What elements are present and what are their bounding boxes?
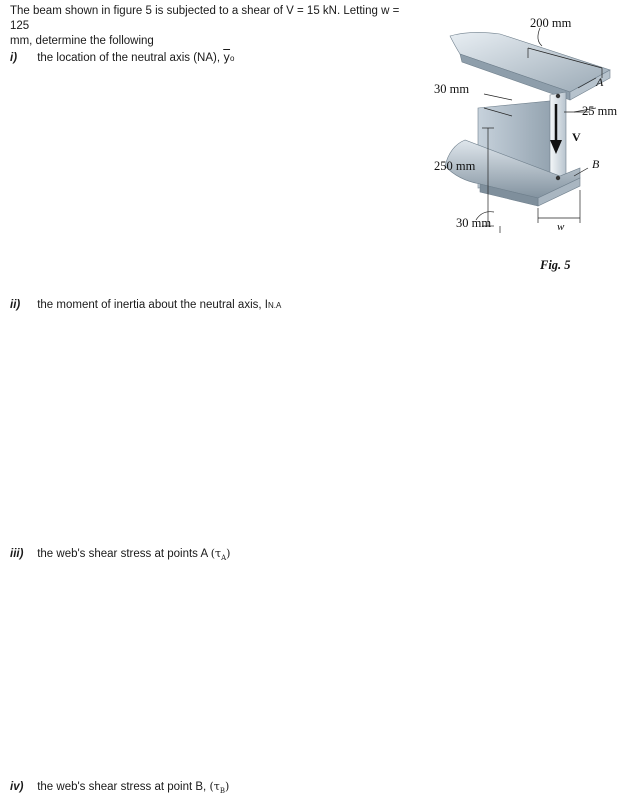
dim-label-30-bottom: 30 mm (456, 216, 492, 230)
question-iv (10, 779, 229, 799)
point-b-label: B (592, 157, 600, 171)
problem-statement (10, 4, 410, 49)
question-iii (10, 546, 230, 566)
tau-b-symbol: $(\tau_B)$ (209, 780, 230, 796)
dim-label-200: 200 mm (530, 16, 572, 30)
point-a-marker (556, 94, 560, 98)
question-ii (10, 298, 281, 313)
question-number: iv) (10, 781, 24, 793)
tau-a-symbol: $(\tau_A)$ (210, 547, 231, 563)
problem-intro-line-1: The beam shown in figure 5 is subjected to a shear of V = 15 kN. Letting w = 125 (10, 5, 400, 32)
question-i (10, 50, 234, 66)
point-a-label: A (596, 75, 604, 89)
point-b-marker (556, 176, 560, 180)
shear-label-v: V (572, 130, 581, 144)
y-bar-subscript: o (230, 54, 235, 63)
y-bar-symbol: $\overline{y}$ (223, 50, 231, 64)
problem-intro-line-2: mm, determine the following (10, 35, 154, 47)
beam-figure (420, 8, 632, 278)
question-number: ii) (10, 299, 21, 311)
question-number: i) (10, 52, 18, 64)
question-text: the moment of inertia about the neutral axis, I (37, 299, 268, 311)
inertia-subscript: N.A (267, 301, 282, 310)
top-flange (450, 32, 610, 100)
question-text: the web's shear stress at points A (37, 548, 211, 560)
question-number: iii) (10, 548, 24, 560)
question-text: the web's shear stress at point B, (37, 781, 210, 793)
width-label-w: w (557, 221, 565, 233)
question-text: the location of the neutral axis (NA), (37, 52, 224, 64)
dim-label-30-top: 30 mm (434, 82, 470, 96)
figure-caption: Fig. 5 (540, 258, 571, 272)
dim-label-250: 250 mm (434, 159, 476, 173)
dim-label-25: 25 mm (582, 104, 618, 118)
